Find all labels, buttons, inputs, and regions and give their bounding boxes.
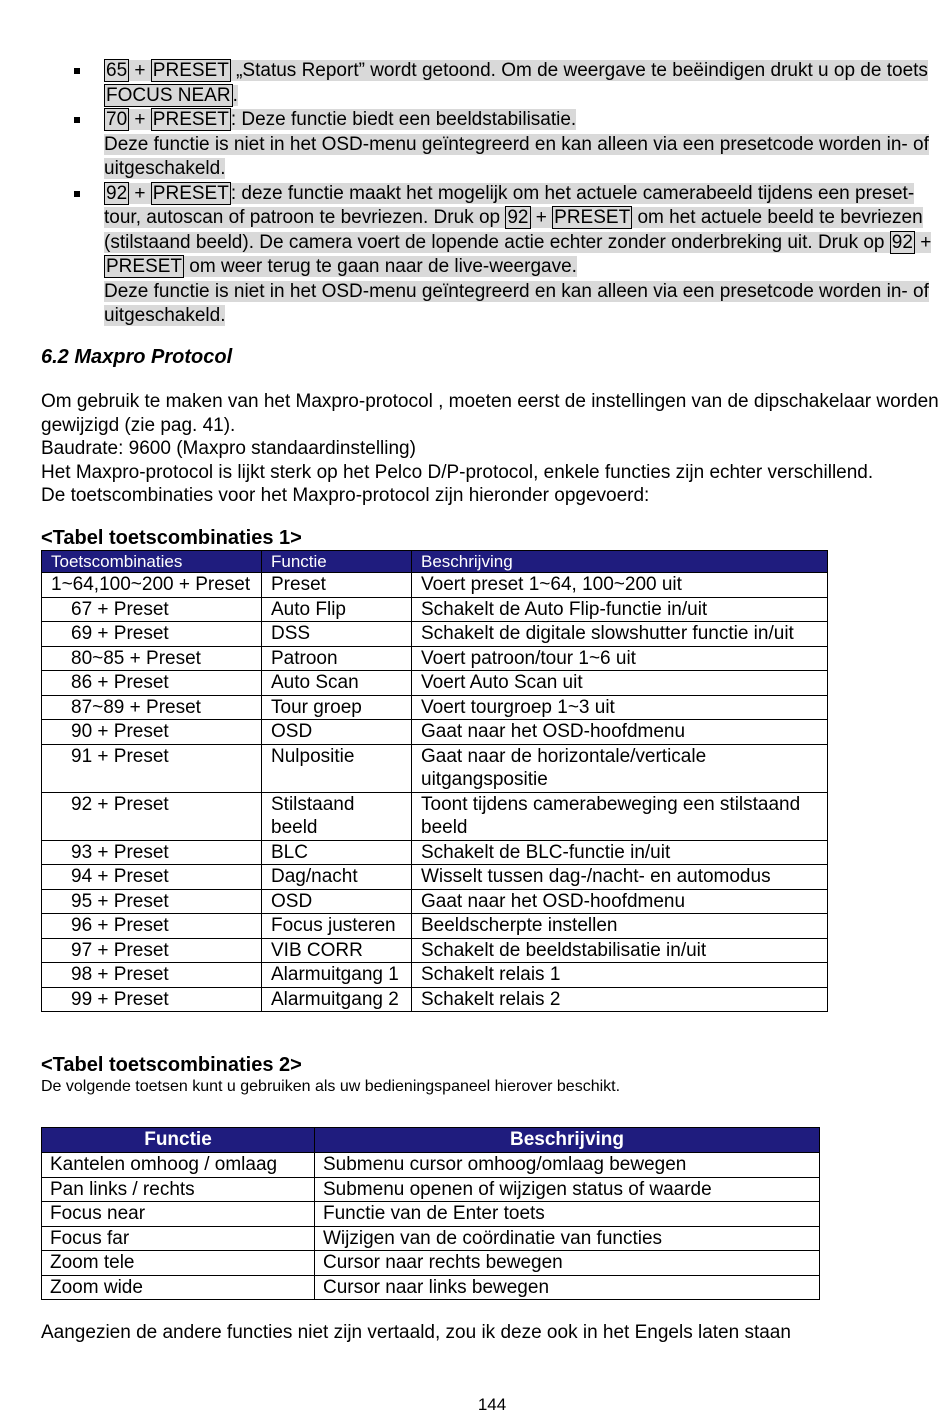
- table-cell: Alarmuitgang 1: [262, 963, 412, 988]
- table-row: [42, 963, 828, 988]
- table-cell: Focus far: [42, 1226, 315, 1251]
- table-cell: 94 + Preset: [42, 865, 262, 890]
- table-cell: Voert preset 1~64, 100~200 uit: [412, 573, 828, 598]
- table-row: [42, 1177, 820, 1202]
- table-row: [42, 720, 828, 745]
- intro-text: [41, 390, 946, 508]
- table-cell: 92 + Preset: [42, 792, 262, 840]
- table-cell: VIB CORR: [262, 938, 412, 963]
- table-row: [42, 1226, 820, 1251]
- table-row: [42, 671, 828, 696]
- table-cell: 1~64,100~200 + Preset: [42, 573, 262, 598]
- table-cell: Zoom tele: [42, 1251, 315, 1276]
- bullet-note: Deze functie is niet in het OSD-menu geïntegreerd en kan alleen via een presetcode worden in- of uitgeschakeld.: [104, 133, 929, 179]
- table-cell: Wijzigen van de coördinatie van functies: [315, 1226, 820, 1251]
- key-combination-table-1: [41, 550, 828, 1012]
- table-cell: OSD: [262, 889, 412, 914]
- key-code: 92: [106, 182, 128, 204]
- bullet-list: [74, 59, 942, 329]
- table-cell: Nulpositie: [262, 744, 412, 792]
- table-cell: 90 + Preset: [42, 720, 262, 745]
- paragraph: Baudrate: 9600 (Maxpro standaardinstelling): [41, 438, 416, 459]
- bullet-item: 65 + PRESET „Status Report” wordt getoond. Om de weergave te beëindigen drukt u op de toets FOCUS NEAR .: [74, 59, 942, 108]
- table-cell: Schakelt de digitale slowshutter functie in/uit: [412, 622, 828, 647]
- table-cell: Stilstaand beeld: [262, 792, 412, 840]
- table-row: [42, 646, 828, 671]
- bullet-note: Deze functie is niet in het OSD-menu geïntegreerd en kan alleen via een presetcode worden in- of uitgeschakeld.: [104, 280, 929, 326]
- table-cell: Voert tourgroep 1~3 uit: [412, 695, 828, 720]
- column-header: Functie: [42, 1128, 315, 1153]
- bullet-icon: [74, 68, 80, 74]
- table-cell: 93 + Preset: [42, 840, 262, 865]
- table-header-row: [42, 1128, 820, 1153]
- table-cell: Auto Scan: [262, 671, 412, 696]
- table2-title: <Tabel toetscombinaties 2>: [41, 1054, 302, 1076]
- key-code: PRESET: [152, 109, 229, 130]
- table-row: [42, 840, 828, 865]
- table-header-row: [42, 551, 828, 573]
- table-cell: Functie van de Enter toets: [315, 1202, 820, 1227]
- key-code: FOCUS NEAR: [106, 84, 231, 106]
- table-row: [42, 792, 828, 840]
- table-row: [42, 622, 828, 647]
- table-cell: DSS: [262, 622, 412, 647]
- table-cell: 95 + Preset: [42, 889, 262, 914]
- table-cell: Voert Auto Scan uit: [412, 671, 828, 696]
- key-code: PRESET: [554, 207, 631, 228]
- table-cell: Voert patroon/tour 1~6 uit: [412, 646, 828, 671]
- table-cell: Gaat naar de horizontale/verticale uitgangspositie: [412, 744, 828, 792]
- table-row: [42, 573, 828, 598]
- table-cell: Gaat naar het OSD-hoofdmenu: [412, 889, 828, 914]
- table-cell: Cursor naar links bewegen: [315, 1275, 820, 1300]
- table-row: [42, 1153, 820, 1178]
- table1-title: <Tabel toetscombinaties 1>: [41, 527, 302, 549]
- column-header: Toetscombinaties: [42, 551, 262, 573]
- table-row: [42, 938, 828, 963]
- key-code: 92: [891, 231, 913, 253]
- paragraph: Om gebruik te maken van het Maxpro-protocol , moeten eerst de instellingen van de dipschakelaar worden gewijzigd (zie pag. 41).: [41, 391, 939, 436]
- key-code: PRESET: [152, 60, 229, 81]
- table-cell: Alarmuitgang 2: [262, 987, 412, 1012]
- table-cell: 67 + Preset: [42, 597, 262, 622]
- table-cell: Focus near: [42, 1202, 315, 1227]
- table-row: [42, 1202, 820, 1227]
- table-cell: Toont tijdens camerabeweging een stilstaand beeld: [412, 792, 828, 840]
- table-cell: 87~89 + Preset: [42, 695, 262, 720]
- table-cell: Submenu cursor omhoog/omlaag bewegen: [315, 1153, 820, 1178]
- section-title: 6.2 Maxpro Protocol: [41, 346, 233, 368]
- bullet-item: 92 + PRESET : deze functie maakt het mogelijk om het actuele camerabeeld tijdens een preset-tour, autoscan of patroon te bevriezen. Druk op 92 + PRESET om het actuele beeld te bevriezen (stilstaand beeld). De camera voert de lopende actie echter zonder onderbreking uit. Druk op 92 + PRESET om weer terug te gaan naar de live-weergave. Deze functie is niet in het OSD-menu geïntegreerd en kan alleen via een presetcode worden in- of uitgeschakeld.: [74, 182, 942, 329]
- table-row: [42, 914, 828, 939]
- table-cell: 98 + Preset: [42, 963, 262, 988]
- table-cell: OSD: [262, 720, 412, 745]
- table-cell: Pan links / rechts: [42, 1177, 315, 1202]
- table-cell: Dag/nacht: [262, 865, 412, 890]
- table-cell: 99 + Preset: [42, 987, 262, 1012]
- paragraph: Het Maxpro-protocol is lijkt sterk op het Pelco D/P-protocol, enkele functies zijn echter verschillend.: [41, 461, 874, 483]
- table-row: [42, 1275, 820, 1300]
- table-row: [42, 889, 828, 914]
- bullet-icon: [74, 117, 80, 123]
- table-cell: Schakelt relais 2: [412, 987, 828, 1012]
- table-cell: Cursor naar rechts bewegen: [315, 1251, 820, 1276]
- table-cell: Wisselt tussen dag-/nacht- en automodus: [412, 865, 828, 890]
- bullet-item: 70 + PRESET : Deze functie biedt een beeldstabilisatie. Deze functie is niet in het OSD-menu geïntegreerd en kan alleen via een presetcode worden in- of uitgeschakeld.: [74, 108, 942, 182]
- column-header: Functie: [262, 551, 412, 573]
- table-cell: 96 + Preset: [42, 914, 262, 939]
- table-cell: Beeldscherpte instellen: [412, 914, 828, 939]
- table-cell: Schakelt de BLC-functie in/uit: [412, 840, 828, 865]
- table-cell: Schakelt relais 1: [412, 963, 828, 988]
- table-cell: 80~85 + Preset: [42, 646, 262, 671]
- table-row: [42, 597, 828, 622]
- table-cell: Preset: [262, 573, 412, 598]
- column-header: Beschrijving: [412, 551, 828, 573]
- closing-note: Aangezien de andere functies niet zijn vertaald, zou ik deze ook in het Engels laten staan: [41, 1322, 791, 1343]
- table-row: [42, 695, 828, 720]
- page-number: 144: [477, 1395, 507, 1414]
- table-cell: Focus justeren: [262, 914, 412, 939]
- table-row: [42, 744, 828, 792]
- table-cell: BLC: [262, 840, 412, 865]
- key-code: 65: [106, 60, 128, 81]
- table-cell: 91 + Preset: [42, 744, 262, 792]
- paragraph: De toetscombinaties voor het Maxpro-protocol zijn hieronder opgevoerd:: [41, 485, 650, 506]
- bullet-icon: [74, 191, 80, 197]
- key-code: PRESET: [106, 256, 183, 277]
- table-cell: Kantelen omhoog / omlaag: [42, 1153, 315, 1178]
- table-cell: Auto Flip: [262, 597, 412, 622]
- table-cell: 97 + Preset: [42, 938, 262, 963]
- table-cell: Gaat naar het OSD-hoofdmenu: [412, 720, 828, 745]
- key-combination-table-2: [41, 1127, 820, 1300]
- key-code: PRESET: [152, 182, 229, 204]
- table-cell: 86 + Preset: [42, 671, 262, 696]
- key-code: 70: [106, 109, 128, 130]
- table-row: [42, 1251, 820, 1276]
- table-cell: Schakelt de Auto Flip-functie in/uit: [412, 597, 828, 622]
- table-cell: Patroon: [262, 646, 412, 671]
- table-cell: 69 + Preset: [42, 622, 262, 647]
- table-cell: Zoom wide: [42, 1275, 315, 1300]
- table-row: [42, 987, 828, 1012]
- table-row: [42, 865, 828, 890]
- table-cell: Submenu openen of wijzigen status of waarde: [315, 1177, 820, 1202]
- column-header: Beschrijving: [315, 1128, 820, 1153]
- key-code: 92: [507, 207, 529, 228]
- table2-subtitle: De volgende toetsen kunt u gebruiken als uw bedieningspaneel hierover beschikt.: [41, 1078, 621, 1095]
- table-cell: Schakelt de beeldstabilisatie in/uit: [412, 938, 828, 963]
- table-cell: Tour groep: [262, 695, 412, 720]
